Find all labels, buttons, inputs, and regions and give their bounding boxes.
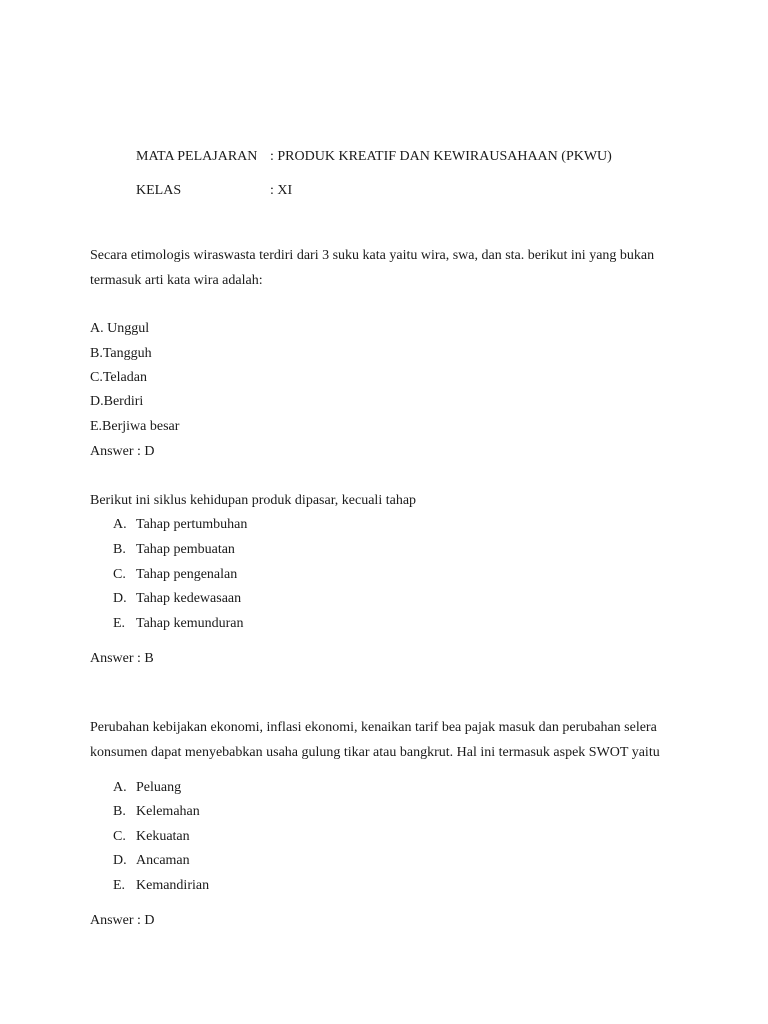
question-3-option-d-text: Ancaman xyxy=(136,853,190,868)
class-value: : XI xyxy=(270,183,293,198)
subject-value: : PRODUK KREATIF DAN KEWIRAUSAHAAN (PKWU) xyxy=(270,149,612,164)
question-2-option-d-text: Tahap kedewasaan xyxy=(136,591,242,606)
question-3-option-e-text: Kemandirian xyxy=(136,878,210,893)
question-3-option-a-letter: A. xyxy=(113,780,127,795)
question-1-line-1: Secara etimologis wiraswasta terdiri dari 3 suku kata yaitu wira, swa, dan sta. berikut ini yang bukan xyxy=(90,248,655,263)
question-1-option-a: A. Unggul xyxy=(90,321,150,336)
question-3-option-d-letter: D. xyxy=(113,853,127,868)
question-2-option-e-letter: E. xyxy=(113,616,126,631)
question-3-line-2: konsumen dapat menyebabkan usaha gulung tikar atau bangkrut. Hal ini termasuk aspek SWOT yaitu xyxy=(90,745,660,760)
question-1-option-d: D.Berdiri xyxy=(90,394,144,409)
question-1-option-e: E.Berjiwa besar xyxy=(90,419,180,434)
question-3-option-e-letter: E. xyxy=(113,878,126,893)
question-2-option-b-letter: B. xyxy=(113,542,126,557)
question-2-option-a-text: Tahap pertumbuhan xyxy=(136,517,248,532)
question-2-option-c-letter: C. xyxy=(113,567,126,582)
question-2-option-c-text: Tahap pengenalan xyxy=(136,567,238,582)
question-3-option-b-letter: B. xyxy=(113,804,126,819)
question-3-option-b-text: Kelemahan xyxy=(136,804,200,819)
question-3-answer: Answer : D xyxy=(90,913,155,928)
question-1-answer: Answer : D xyxy=(90,444,155,459)
question-1-option-b: B.Tangguh xyxy=(90,346,152,361)
question-1-option-c: C.Teladan xyxy=(90,370,147,385)
question-3-line-1: Perubahan kebijakan ekonomi, inflasi ekonomi, kenaikan tarif bea pajak masuk dan perubahan selera xyxy=(90,720,657,735)
question-2-answer: Answer : B xyxy=(90,651,154,666)
subject-label: MATA PELAJARAN xyxy=(136,149,258,164)
question-3-option-a-text: Peluang xyxy=(136,780,182,795)
question-3-option-c-letter: C. xyxy=(113,829,126,844)
question-3-option-c-text: Kekuatan xyxy=(136,829,190,844)
question-2-option-d-letter: D. xyxy=(113,591,127,606)
question-2-option-a-letter: A. xyxy=(113,517,127,532)
question-2-option-e-text: Tahap kemunduran xyxy=(136,616,244,631)
question-1-line-2: termasuk arti kata wira adalah: xyxy=(90,273,263,288)
question-2-option-b-text: Tahap pembuatan xyxy=(136,542,235,557)
class-label: KELAS xyxy=(136,183,182,198)
question-2-line-1: Berikut ini siklus kehidupan produk dipasar, kecuali tahap xyxy=(90,493,417,508)
